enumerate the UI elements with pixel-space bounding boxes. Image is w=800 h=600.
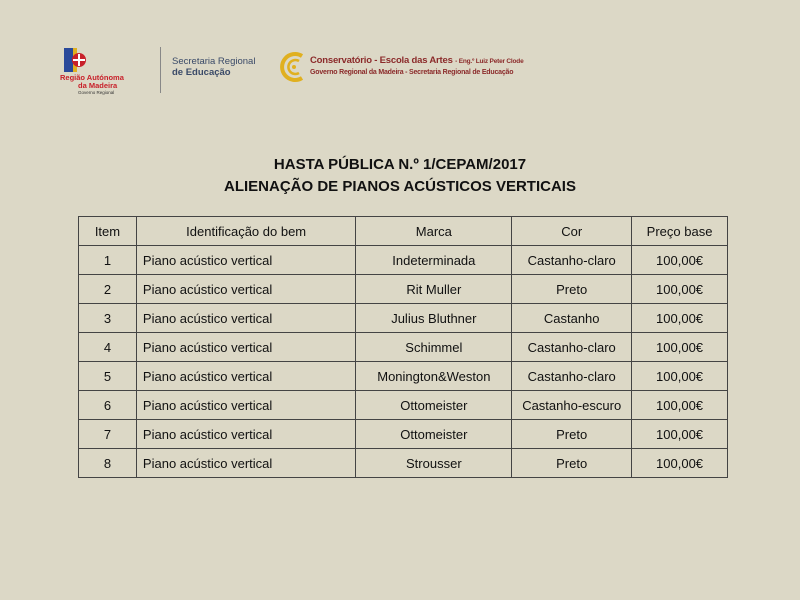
table-row bbox=[79, 333, 728, 362]
conservatorio-line2: Governo Regional da Madeira - Secretaria Regional de Educação bbox=[310, 69, 514, 76]
cell-preco: 100,00€ bbox=[632, 449, 728, 478]
cell-identificacao: Piano acústico vertical bbox=[136, 449, 355, 478]
cell-item: 1 bbox=[79, 246, 137, 275]
cell-item: 8 bbox=[79, 449, 137, 478]
cell-cor: Castanho-escuro bbox=[512, 391, 632, 420]
cell-preco: 100,00€ bbox=[632, 362, 728, 391]
cell-preco: 100,00€ bbox=[632, 420, 728, 449]
header-item: Item bbox=[79, 217, 137, 246]
sre-line2: de Educação bbox=[172, 67, 231, 78]
cell-preco: 100,00€ bbox=[632, 275, 728, 304]
conservatorio-line1-main: Conservatório - Escola das Artes bbox=[310, 55, 453, 66]
cell-item: 7 bbox=[79, 420, 137, 449]
cell-marca: Strousser bbox=[356, 449, 512, 478]
logo-divider bbox=[160, 47, 161, 93]
cell-cor: Castanho-claro bbox=[512, 333, 632, 362]
table-row bbox=[79, 391, 728, 420]
cell-marca: Julius Bluthner bbox=[356, 304, 512, 333]
cell-identificacao: Piano acústico vertical bbox=[136, 304, 355, 333]
cell-identificacao: Piano acústico vertical bbox=[136, 246, 355, 275]
pianos-table bbox=[78, 216, 728, 478]
table-row bbox=[79, 362, 728, 391]
cell-item: 4 bbox=[79, 333, 137, 362]
cell-marca: Monington&Weston bbox=[356, 362, 512, 391]
cell-item: 6 bbox=[79, 391, 137, 420]
cell-cor: Castanho bbox=[512, 304, 632, 333]
cell-item: 3 bbox=[79, 304, 137, 333]
cell-marca: Indeterminada bbox=[356, 246, 512, 275]
cell-item: 5 bbox=[79, 362, 137, 391]
table-row bbox=[79, 275, 728, 304]
table-header-row bbox=[79, 217, 728, 246]
cell-identificacao: Piano acústico vertical bbox=[136, 420, 355, 449]
header-preco: Preço base bbox=[632, 217, 728, 246]
table-row bbox=[79, 246, 728, 275]
conservatorio-line1 bbox=[310, 55, 523, 66]
sre-logo bbox=[172, 56, 282, 78]
conservatorio-logo bbox=[280, 50, 524, 90]
rama-emblem-icon bbox=[64, 48, 86, 72]
cell-item: 2 bbox=[79, 275, 137, 304]
cell-cor: Preto bbox=[512, 275, 632, 304]
header-identificacao: Identificação do bem bbox=[136, 217, 355, 246]
cell-cor: Castanho-claro bbox=[512, 246, 632, 275]
cell-preco: 100,00€ bbox=[632, 246, 728, 275]
sre-line1: Secretaria Regional bbox=[172, 56, 256, 67]
conservatorio-emblem-icon bbox=[280, 50, 308, 84]
rama-logo bbox=[60, 46, 160, 96]
conservatorio-line1-small: - Eng.º Luiz Peter Clode bbox=[455, 58, 524, 65]
rama-name-line2: da Madeira bbox=[78, 80, 118, 90]
cell-cor: Preto bbox=[512, 449, 632, 478]
table-row bbox=[79, 420, 728, 449]
header-cor: Cor bbox=[512, 217, 632, 246]
cell-marca: Ottomeister bbox=[356, 420, 512, 449]
table-row bbox=[79, 449, 728, 478]
cell-marca: Ottomeister bbox=[356, 391, 512, 420]
rama-name-line1: Região Autónoma bbox=[60, 73, 124, 82]
cell-preco: 100,00€ bbox=[632, 391, 728, 420]
table-row bbox=[79, 304, 728, 333]
cell-marca: Schimmel bbox=[356, 333, 512, 362]
rama-name bbox=[60, 74, 160, 89]
cell-preco: 100,00€ bbox=[632, 333, 728, 362]
cell-cor: Preto bbox=[512, 420, 632, 449]
header-marca: Marca bbox=[356, 217, 512, 246]
cell-marca: Rit Muller bbox=[356, 275, 512, 304]
cell-cor: Castanho-claro bbox=[512, 362, 632, 391]
cell-preco: 100,00€ bbox=[632, 304, 728, 333]
cell-identificacao: Piano acústico vertical bbox=[136, 333, 355, 362]
page-subtitle: ALIENAÇÃO DE PIANOS ACÚSTICOS VERTICAIS bbox=[224, 178, 576, 195]
header-logos bbox=[60, 44, 540, 96]
rama-sub: Governo Regional bbox=[78, 90, 115, 95]
cell-identificacao: Piano acústico vertical bbox=[136, 391, 355, 420]
cell-identificacao: Piano acústico vertical bbox=[136, 362, 355, 391]
page-title: HASTA PÚBLICA N.º 1/CEPAM/2017 bbox=[273, 156, 527, 173]
cell-identificacao: Piano acústico vertical bbox=[136, 275, 355, 304]
